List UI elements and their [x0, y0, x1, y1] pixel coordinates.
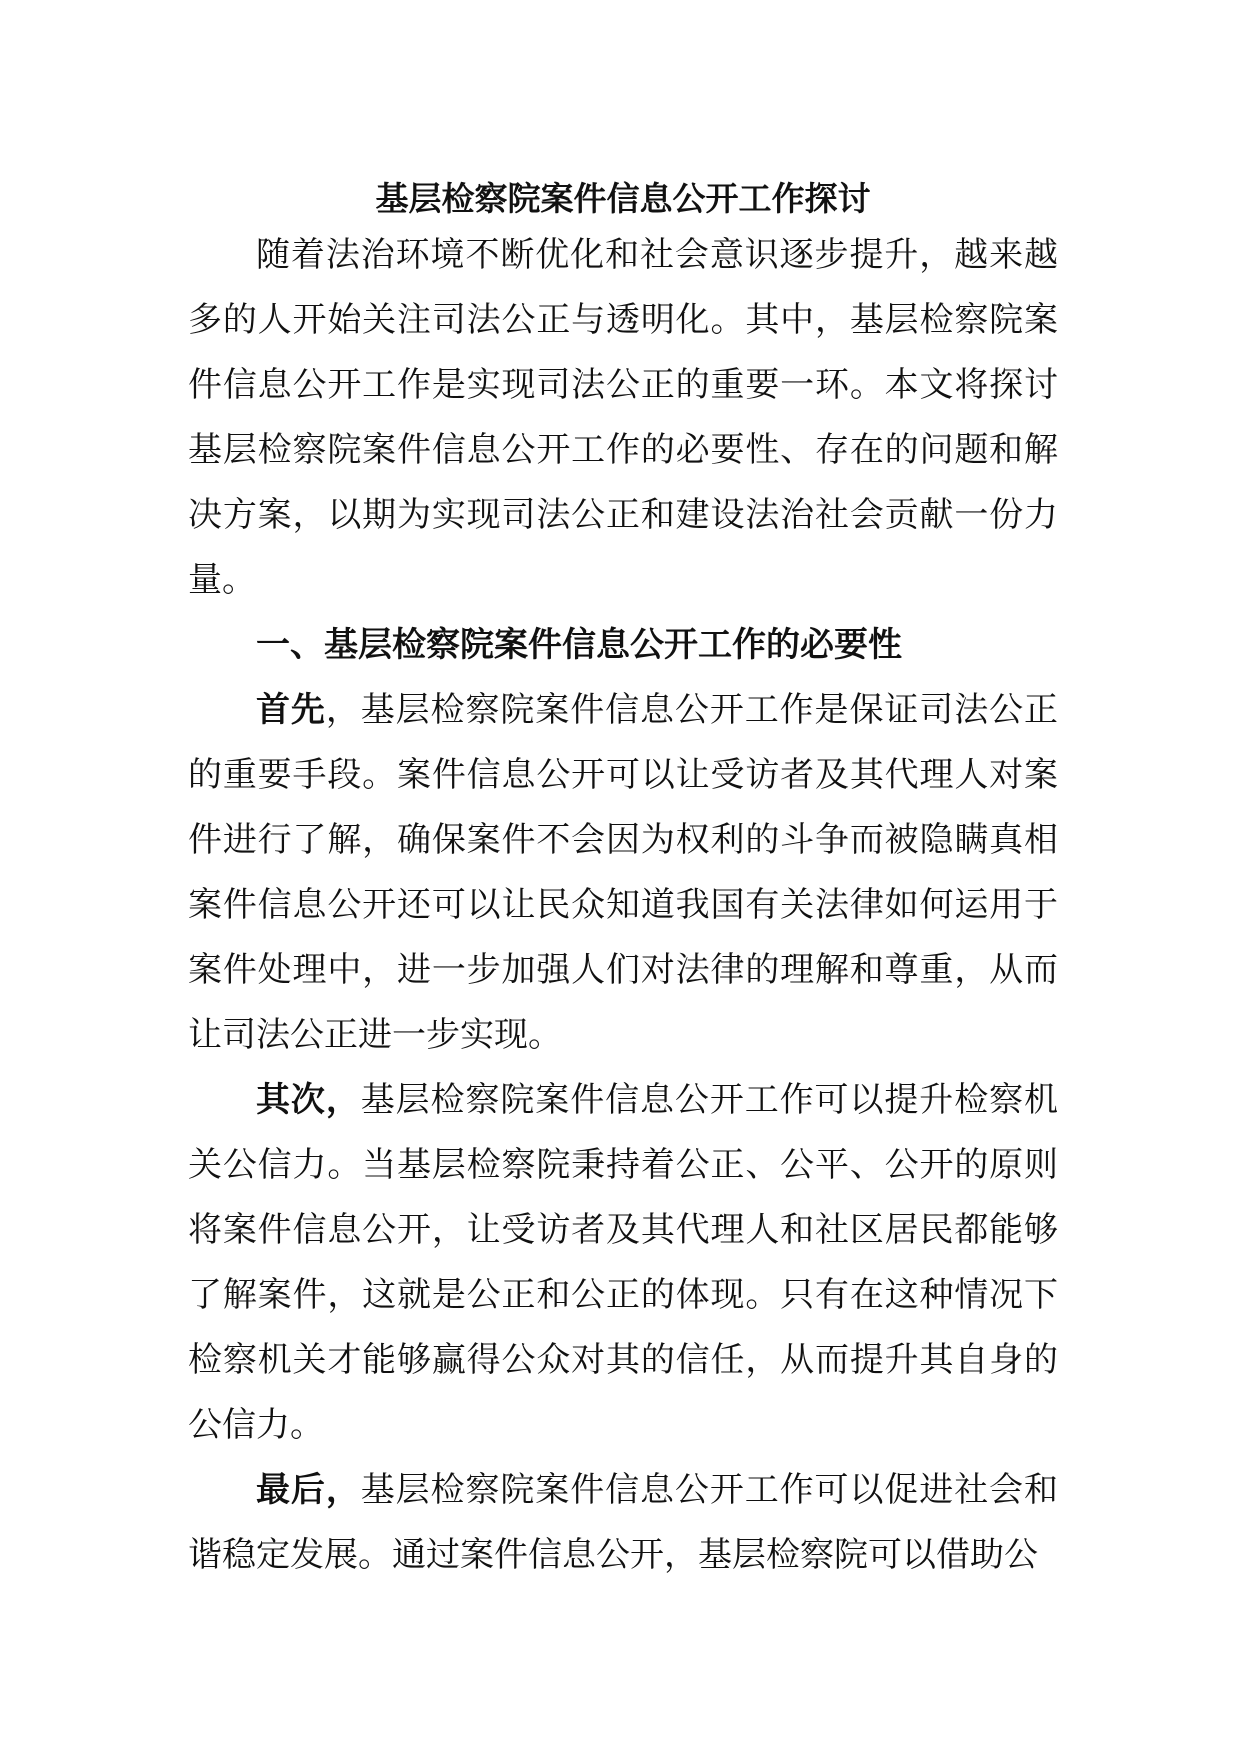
- paragraph-first: [188, 678, 1058, 1068]
- paragraph-second-lead: 其次，: [256, 1080, 361, 1120]
- section-heading-necessity: 一、基层检察院案件信息公开工作的必要性: [256, 625, 902, 665]
- intro-paragraph: 随着法治环境不断优化和社会意识逐步提升，越来越多的人开始关注司法公正与透明化。其中，基层检察院案件信息公开工作是实现司法公正的重要一环。本文将探讨基层检察院案件信息公开工作的必要性、存在的问题和解决方案，以期为实现司法公正和建设法治社会贡献一份力量。: [188, 235, 1058, 600]
- paragraph-second-text: 基层检察院案件信息公开工作可以提升检察机关公信力。当基层检察院秉持着公正、公平、公开的原则将案件信息公开，让受访者及其代理人和社区居民都能够了解案件，这就是公正和公正的体现。只有在这种情况下检察机关才能够赢得公众对其的信任，从而提升其自身的公信力。: [188, 1080, 1059, 1445]
- paragraph-first-text: ，基层检察院案件信息公开工作是保证司法公正的重要手段。案件信息公开可以让受访者及其代理人对案件进行了解，确保案件不会因为权利的斗争而被隐瞒真相案件信息公开还可以让民众知道我国有关法律如何运用于案件处理中，进一步加强人们对法律的理解和尊重，从而让司法公正进一步实现。: [188, 690, 1059, 1055]
- document-page: [188, 175, 1058, 1588]
- paragraph-first-lead: 首先: [256, 690, 326, 730]
- paragraph-second: [188, 1068, 1058, 1458]
- document-title: 基层检察院案件信息公开工作探讨: [375, 179, 871, 218]
- paragraph-last: [188, 1458, 1058, 1588]
- paragraph-last-lead: 最后，: [256, 1470, 361, 1510]
- paragraph-last-text: 基层检察院案件信息公开工作可以促进社会和谐稳定发展。通过案件信息公开，基层检察院可以借助公: [188, 1470, 1059, 1575]
